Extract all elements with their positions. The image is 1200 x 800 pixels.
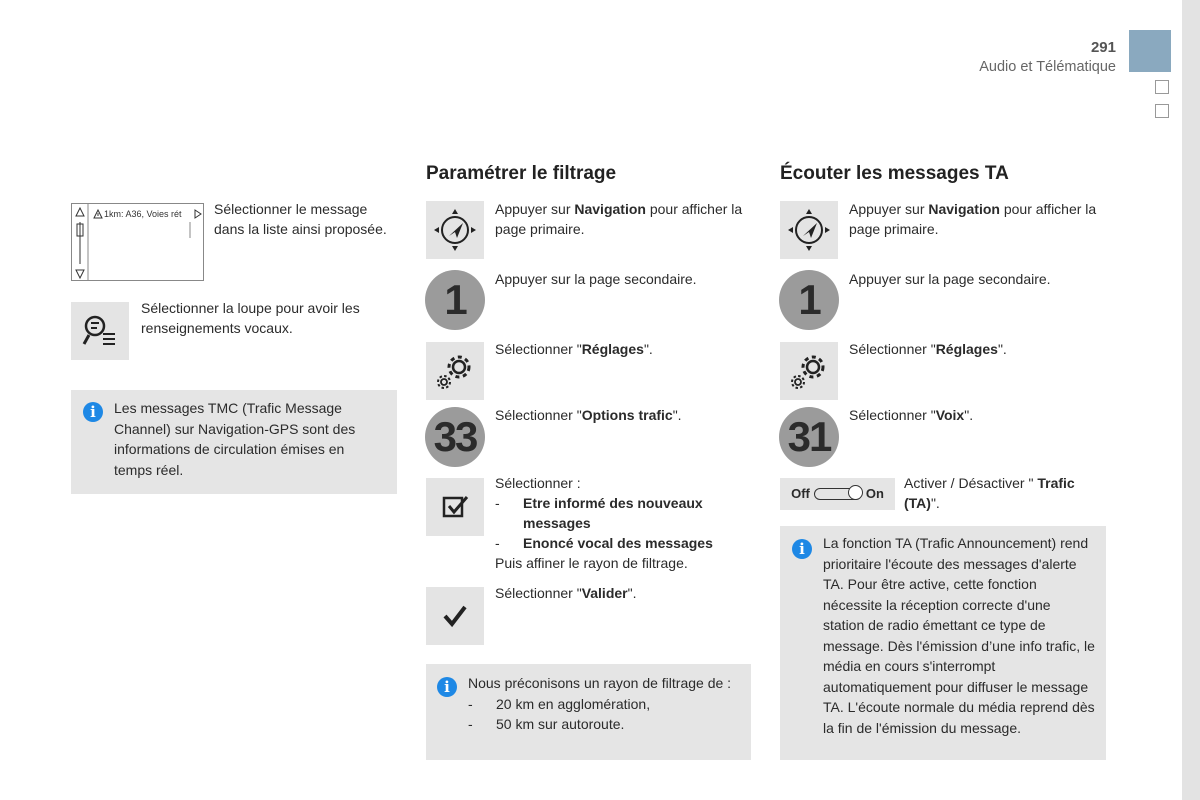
right-voice-text: Sélectionner "Voix". <box>849 407 974 423</box>
right-info-box <box>780 526 1106 760</box>
left-step2-text: Sélectionner la loupe pour avoir les renseignements vocaux. <box>141 300 360 336</box>
navigation-icon <box>426 201 484 259</box>
select-intro: Sélectionner : <box>495 475 581 491</box>
settings-gear-icon <box>426 342 484 400</box>
info-icon: i <box>437 677 457 697</box>
middle-info-box <box>426 664 751 760</box>
select-option-1: Etre informé des nouveaux messages <box>523 495 703 531</box>
middle-options-text: Sélectionner "Options trafic". <box>495 407 682 423</box>
step-badge-1: 1 <box>425 270 485 330</box>
thumbnail-message: 1km: A36, Voies rét <box>104 209 182 219</box>
chapter-tab-marker <box>1155 104 1169 118</box>
left-info-box <box>71 390 397 494</box>
ta-toggle <box>791 484 884 504</box>
right-section-title: Écouter les messages TA <box>780 163 1009 184</box>
middle-validate-text: Sélectionner "Valider". <box>495 585 637 601</box>
toggle-off-label: Off <box>791 486 810 501</box>
middle-secondary-text: Appuyer sur la page secondaire. <box>495 271 697 287</box>
select-outro: Puis affiner le rayon de filtrage. <box>495 555 688 571</box>
navigation-icon <box>780 201 838 259</box>
section-title: Audio et Télématique <box>979 59 1116 75</box>
step-badge-31: 31 <box>779 407 839 467</box>
toggle-track <box>814 488 862 500</box>
step-badge-1: 1 <box>779 270 839 330</box>
validate-check-icon <box>426 587 484 645</box>
right-ta-text: Activer / Désactiver " Trafic (TA)". <box>904 475 1075 511</box>
middle-section-title: Paramétrer le filtrage <box>426 163 617 184</box>
toggle-knob <box>848 485 863 500</box>
chapter-tab-marker <box>1155 80 1169 94</box>
middle-info-text: Nous préconisons un rayon de filtrage de : - 20 km en agglomération, - 50 km sur autoroute. <box>468 673 738 735</box>
left-info-text: Les messages TMC (Trafic Message Channel) sur Navigation-GPS sont des informations de circulation émises en temps réel. <box>114 400 356 478</box>
page-number: 291 <box>1090 39 1116 56</box>
left-step1-text: Sélectionner le message dans la liste ainsi proposée. <box>214 201 387 237</box>
right-info-text: La fonction TA (Trafic Announcement) rend prioritaire l'écoute des messages d'alerte TA. Pour être active, cette fonction nécessite la réception correcte d'une station de radio émettant ce type de message. Dès l'émission d’une info trafic, le média en cours s'interrompt automatiquement pour diffuser le message TA. L'écoute normale du média reprend dès la fin de l'émission du message. <box>823 535 1095 736</box>
screen-thumbnail <box>71 203 204 281</box>
voice-search-icon <box>71 302 129 360</box>
toggle-on-label: On <box>865 486 884 501</box>
checkbox-checked-icon <box>426 478 484 536</box>
page-edge <box>1182 0 1200 800</box>
info-icon: i <box>792 539 812 559</box>
info-icon: i <box>83 402 103 422</box>
right-nav-text: Appuyer sur Navigation pour afficher la page primaire. <box>849 201 1097 237</box>
right-settings-text: Sélectionner "Réglages". <box>849 341 1007 357</box>
middle-select-block <box>495 473 755 573</box>
settings-gear-icon <box>780 342 838 400</box>
middle-nav-text: Appuyer sur Navigation pour afficher la page primaire. <box>495 201 743 237</box>
right-secondary-text: Appuyer sur la page secondaire. <box>849 271 1051 287</box>
select-option-2: Enoncé vocal des messages <box>523 535 713 551</box>
ta-toggle-icon <box>780 478 895 510</box>
middle-settings-text: Sélectionner "Réglages". <box>495 341 653 357</box>
step-badge-33: 33 <box>425 407 485 467</box>
chapter-tab <box>1129 30 1171 72</box>
